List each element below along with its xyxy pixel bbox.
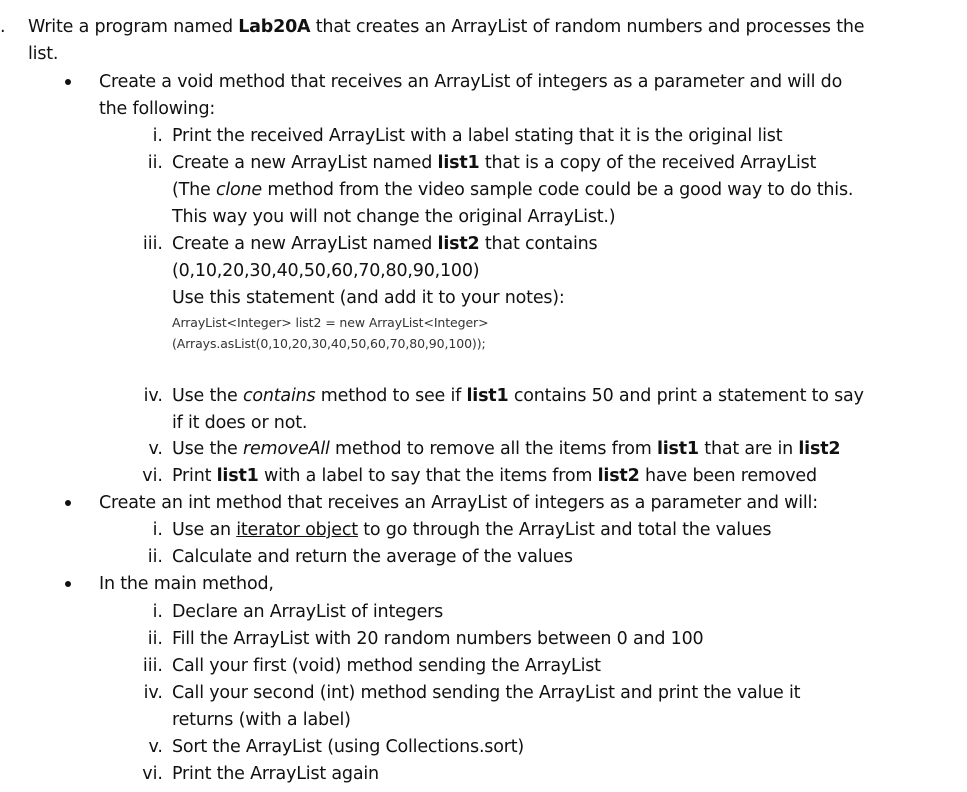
bullet1-item-ii-line3: This way you will not change the original ArrayList.) xyxy=(172,207,616,227)
list-marker: vi. xyxy=(142,764,163,784)
bullet1-item-vi xyxy=(172,464,817,488)
list-marker: iv. xyxy=(143,386,163,406)
item-text: Use an xyxy=(172,520,237,540)
bullet3-item-i: Declare an ArrayList of integers xyxy=(172,602,444,622)
item-text: Use the xyxy=(172,439,243,459)
item-text: Use the xyxy=(172,386,243,406)
task-intro-line2: list. xyxy=(28,44,59,64)
item-italic: clone xyxy=(215,180,263,200)
bullet3-item-iii: Call your first (void) method sending the ArrayList xyxy=(172,656,601,676)
list-marker: vi. xyxy=(142,466,163,486)
list-marker: i. xyxy=(152,602,163,622)
bullet3-item-vi: Print the ArrayList again xyxy=(172,764,379,784)
bullet3-item-ii: Fill the ArrayList with 20 random numbers between 0 and 100 xyxy=(172,629,704,649)
item-bold: list1 xyxy=(656,439,699,459)
item-text: to go through the ArrayList and total the values xyxy=(357,520,772,540)
bullet3-item-iv-line2: returns (with a label) xyxy=(172,710,351,730)
bullet1-item-iii-line3: Use this statement (and add it to your notes): xyxy=(172,288,565,308)
item-italic: contains xyxy=(242,386,316,406)
item-bold: list1 xyxy=(437,153,480,173)
item-text: that is a copy of the received ArrayList xyxy=(479,153,817,173)
list-marker: iv. xyxy=(143,683,163,703)
list-marker: iii. xyxy=(142,656,163,676)
item-text: that are in xyxy=(698,439,799,459)
item-text: Create a new ArrayList named xyxy=(172,234,438,254)
list-marker: v. xyxy=(148,439,163,459)
bullet1-item-v xyxy=(172,437,840,461)
bullet1-item-ii-line2 xyxy=(172,178,853,202)
bullet-icon xyxy=(65,581,71,587)
list-marker: i. xyxy=(152,520,163,540)
bullet1-item-iii-line2: (0,10,20,30,40,50,60,70,80,90,100) xyxy=(172,261,480,281)
list-marker: i. xyxy=(152,126,163,146)
bullet1-item-iii xyxy=(172,232,597,256)
item-text: have been removed xyxy=(639,466,817,486)
item-bold: list2 xyxy=(597,466,640,486)
code-snippet-line2: (Arrays.asList(0,10,20,30,40,50,60,70,80,90,100)); xyxy=(172,336,486,351)
item-text: with a label to say that the items from xyxy=(258,466,598,486)
list-marker: v. xyxy=(148,737,163,757)
item-text: Print xyxy=(172,466,217,486)
bullet-icon xyxy=(65,500,71,506)
bullet3-item-iv: Call your second (int) method sending the ArrayList and print the value it xyxy=(172,683,801,703)
bullet1-item-iv-line2: if it does or not. xyxy=(172,413,308,433)
list-marker: iii. xyxy=(142,234,163,254)
code-snippet-line1: ArrayList<Integer> list2 = new ArrayList<Integer> xyxy=(172,315,489,330)
task-number-fragment: . xyxy=(0,17,6,37)
bullet3-line1: In the main method, xyxy=(99,574,274,594)
bullet1-line1: Create a void method that receives an ArrayList of integers as a parameter and will do xyxy=(99,72,843,92)
item-text: (The xyxy=(172,180,216,200)
bullet1-line2: the following: xyxy=(99,99,216,119)
item-bold: list2 xyxy=(437,234,480,254)
list-marker: ii. xyxy=(147,153,163,173)
bullet1-item-ii xyxy=(172,151,816,175)
item-text: method to see if xyxy=(315,386,467,406)
item-text: contains 50 and print a statement to say xyxy=(508,386,864,406)
task-intro-line1 xyxy=(28,15,864,39)
intro-text: Write a program named xyxy=(28,17,239,37)
item-text: Create a new ArrayList named xyxy=(172,153,438,173)
item-text: method to remove all the items from xyxy=(329,439,657,459)
intro-text: that creates an ArrayList of random numbers and processes the xyxy=(310,17,865,37)
bullet2-line1: Create an int method that receives an ArrayList of integers as a parameter and will: xyxy=(99,493,818,513)
bullet1-item-iv xyxy=(172,384,864,408)
list-marker: ii. xyxy=(147,629,163,649)
item-text: that contains xyxy=(479,234,598,254)
bullet3-item-v: Sort the ArrayList (using Collections.sort) xyxy=(172,737,525,757)
bullet1-item-i: Print the received ArrayList with a label stating that it is the original list xyxy=(172,126,783,146)
item-underline: iterator object xyxy=(236,520,358,540)
item-text: method from the video sample code could be a good way to do this. xyxy=(262,180,854,200)
item-bold: list1 xyxy=(466,386,509,406)
bullet-icon xyxy=(65,79,71,85)
item-bold: list2 xyxy=(798,439,841,459)
item-bold: list1 xyxy=(216,466,259,486)
item-italic: removeAll xyxy=(242,439,330,459)
program-name: Lab20A xyxy=(238,17,311,37)
bullet2-item-ii: Calculate and return the average of the values xyxy=(172,547,573,567)
list-marker: ii. xyxy=(147,547,163,567)
bullet2-item-i xyxy=(172,518,771,542)
